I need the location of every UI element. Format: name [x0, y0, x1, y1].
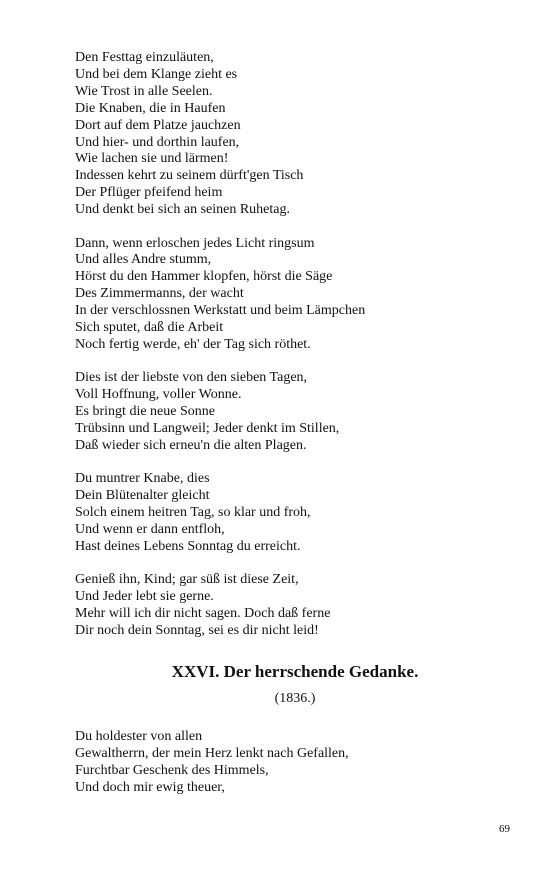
poem-line: Sich sputet, daß die Arbeit	[75, 320, 224, 336]
poem-line: Und wenn er dann entfloh,	[75, 522, 225, 538]
poem-line: Trübsinn und Langweil; Jeder denkt im Stillen,	[75, 421, 340, 437]
poem-line: Des Zimmermanns, der wacht	[75, 286, 244, 302]
poem-line: Hörst du den Hammer klopfen, hörst die Säge	[75, 269, 333, 285]
stanza-4	[75, 471, 495, 556]
poem-line: Die Knaben, die in Haufen	[75, 100, 226, 116]
poem-line: Dort auf dem Platze jauchzen	[75, 117, 241, 133]
poem-line: Es bringt die neue Sonne	[75, 404, 215, 420]
poem-line: Und denkt bei sich an seinen Ruhetag.	[75, 202, 291, 218]
poem-line: Voll Hoffnung, voller Wonne.	[75, 387, 242, 403]
poem-line: Dies ist der liebste von den sieben Tagen,	[75, 370, 308, 386]
poem-line: Der Pflüger pfeifend heim	[75, 185, 223, 201]
poem-line: In der verschlossnen Werkstatt und beim Lämpchen	[75, 303, 366, 319]
poem-line: Und doch mir ewig theuer,	[75, 779, 225, 795]
poem-line: Daß wieder sich erneu'n die alten Plagen.	[75, 438, 307, 454]
stanza-2	[75, 236, 495, 354]
poem-line: Dein Blütenalter gleicht	[75, 488, 210, 504]
poem-line: Furchtbar Geschenk des Himmels,	[75, 762, 269, 778]
poem-line: Und hier- und dorthin laufen,	[75, 134, 240, 150]
page-number: 69	[499, 823, 510, 835]
poem-line: Gewaltherrn, der mein Herz lenkt nach Gefallen,	[75, 746, 349, 761]
stanza-1	[75, 50, 495, 219]
poem-line: Dann, wenn erloschen jedes Licht ringsum	[75, 235, 315, 251]
poem-line: Noch fertig werde, eh' der Tag sich röthet.	[75, 337, 311, 352]
poem-line: Hast deines Lebens Sonntag du erreicht.	[75, 539, 301, 555]
poem-line: Du holdester von allen	[75, 729, 203, 745]
poem-line: Und alles Andre stumm,	[75, 252, 212, 268]
poem-line: Genieß ihn, Kind; gar süß ist diese Zeit,	[75, 572, 299, 588]
poem-year: (1836.)	[274, 691, 316, 707]
poem-line: Und bei dem Klange zieht es	[75, 66, 238, 82]
poem-text-block	[75, 50, 495, 813]
poem-line: Den Festtag einzuläuten,	[75, 50, 214, 65]
poem-line: Indessen kehrt zu seinem dürft'gen Tisch	[75, 168, 304, 184]
poem-heading: XXVI. Der herrschende Gedanke.	[171, 662, 419, 682]
stanza-5	[75, 572, 495, 640]
poem-line: Und Jeder lebt sie gerne.	[75, 589, 214, 605]
poem-line: Mehr will ich dir nicht sagen. Doch daß ferne	[75, 606, 331, 622]
poem-line: Wie Trost in alle Seelen.	[75, 83, 213, 99]
poem-line: Wie lachen sie und lärmen!	[75, 151, 229, 167]
poem-line: Dir noch dein Sonntag, sei es dir nicht leid!	[75, 623, 319, 639]
next-poem-stanza-1	[75, 729, 495, 797]
poem-line: Solch einem heitren Tag, so klar und froh,	[75, 505, 311, 521]
stanza-3	[75, 370, 495, 455]
poem-line: Du muntrer Knabe, dies	[75, 471, 210, 487]
